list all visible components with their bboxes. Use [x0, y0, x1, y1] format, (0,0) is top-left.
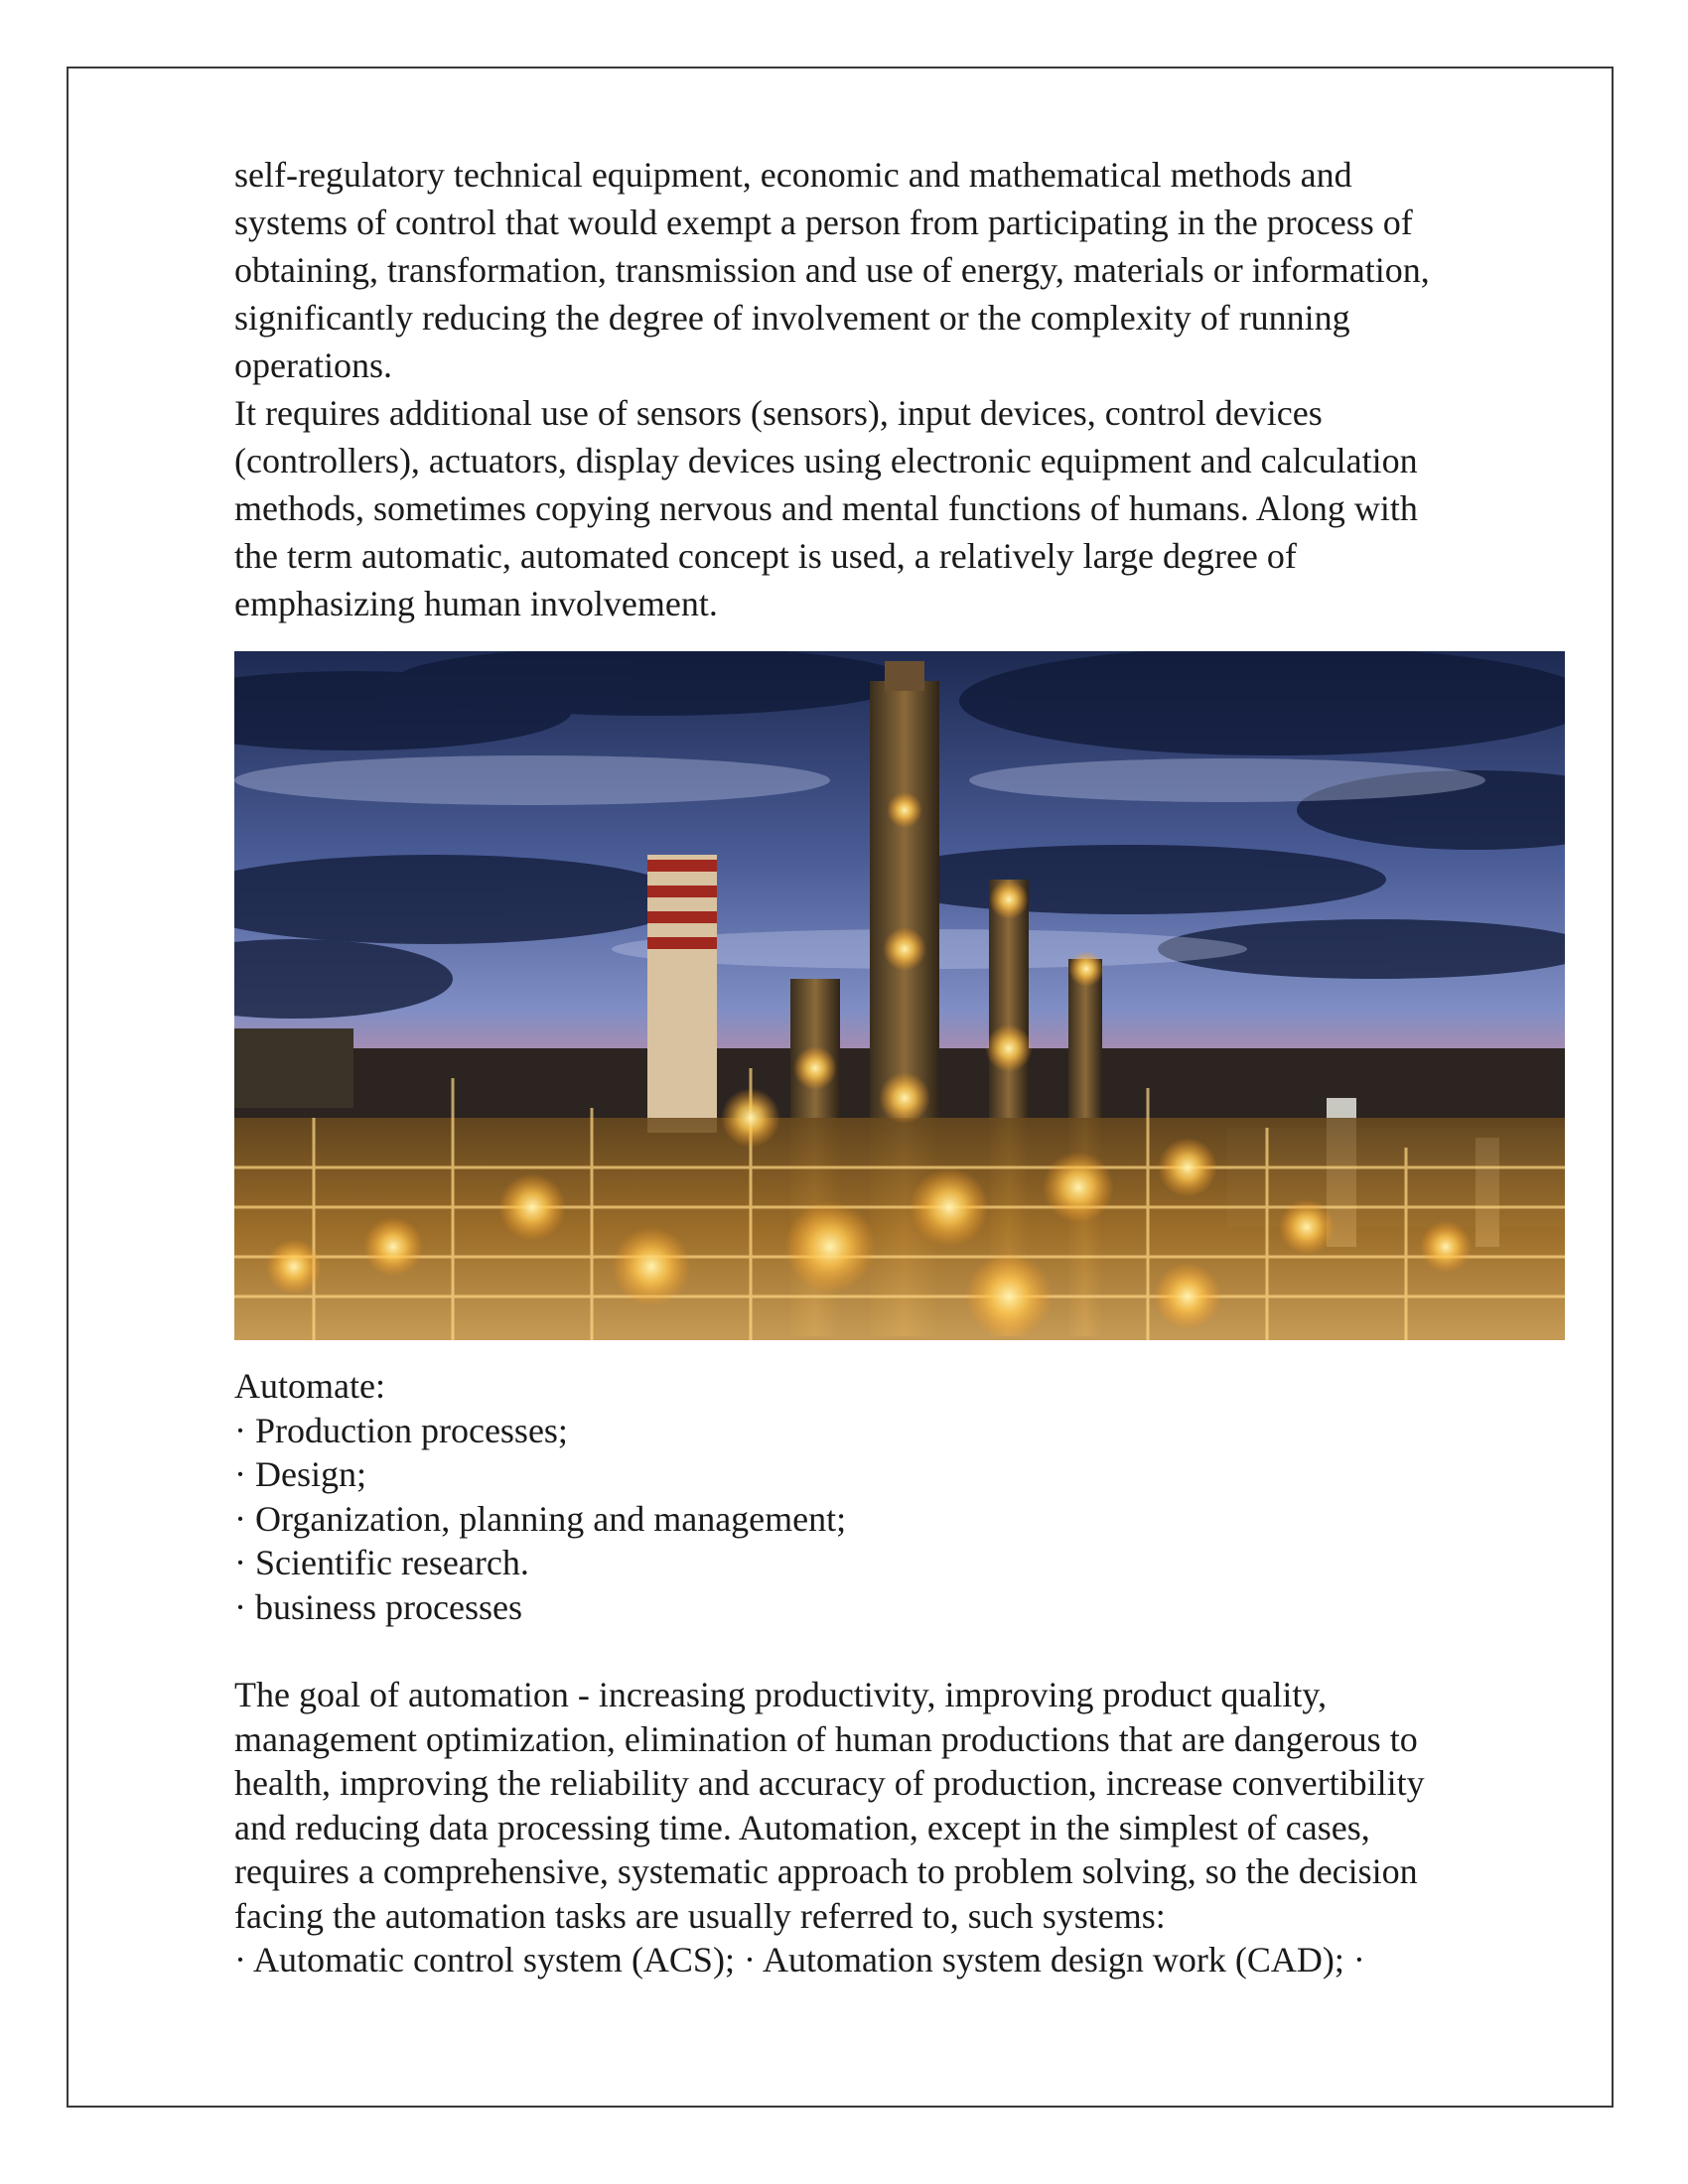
list-item: · business processes: [234, 1586, 522, 1627]
paragraph-requirements: [234, 389, 1565, 627]
text-line: The goal of automation - increasing productivity, improving product quality,: [234, 1675, 1328, 1714]
text-line: systems of control that would exempt a person from participating in the process of: [234, 203, 1413, 242]
paragraph-spacer: [234, 1629, 1565, 1673]
text-line: health, improving the reliability and accuracy of production, increase convertibility: [234, 1763, 1425, 1803]
text-line: management optimization, elimination of human productions that are dangerous to: [234, 1718, 1418, 1759]
text-line: requires a comprehensive, systematic approach to problem solving, so the decision: [234, 1851, 1418, 1891]
text-line: (controllers), actuators, display devices using electronic equipment and calculation: [234, 441, 1418, 480]
text-line: significantly reducing the degree of involvement or the complexity of running: [234, 298, 1350, 338]
automate-heading: Automate:: [234, 1366, 385, 1406]
text-line: operations.: [234, 345, 392, 385]
list-item: · Scientific research.: [234, 1543, 529, 1582]
text-line: It requires additional use of sensors (sensors), input devices, control devices: [234, 393, 1323, 433]
automate-list: [234, 1409, 1565, 1630]
list-item: · Organization, planning and management;: [234, 1498, 847, 1539]
text-line: the term automatic, automated concept is used, a relatively large degree of: [234, 536, 1297, 576]
text-line: self-regulatory technical equipment, economic and mathematical methods and: [234, 155, 1352, 195]
text-line: emphasizing human involvement.: [234, 584, 718, 623]
text-line: facing the automation tasks are usually referred to, such systems:: [234, 1895, 1166, 1936]
document-body: [234, 151, 1565, 1982]
text-line: methods, sometimes copying nervous and mental functions of humans. Along with: [234, 488, 1418, 528]
text-line: · Automatic control system (ACS); · Automation system design work (CAD); ·: [234, 1940, 1365, 1979]
text-line: and reducing data processing time. Automation, except in the simplest of cases,: [234, 1807, 1370, 1847]
paragraph-goal: [234, 1673, 1565, 1982]
list-item: · Design;: [234, 1454, 366, 1494]
refinery-photo: [234, 651, 1565, 1340]
paragraph-intro: [234, 151, 1565, 389]
text-line: obtaining, transformation, transmission and use of energy, materials or information,: [234, 250, 1430, 290]
list-item: · Production processes;: [234, 1410, 568, 1450]
industrial-refinery-at-dusk-photo-icon: [234, 651, 1565, 1340]
